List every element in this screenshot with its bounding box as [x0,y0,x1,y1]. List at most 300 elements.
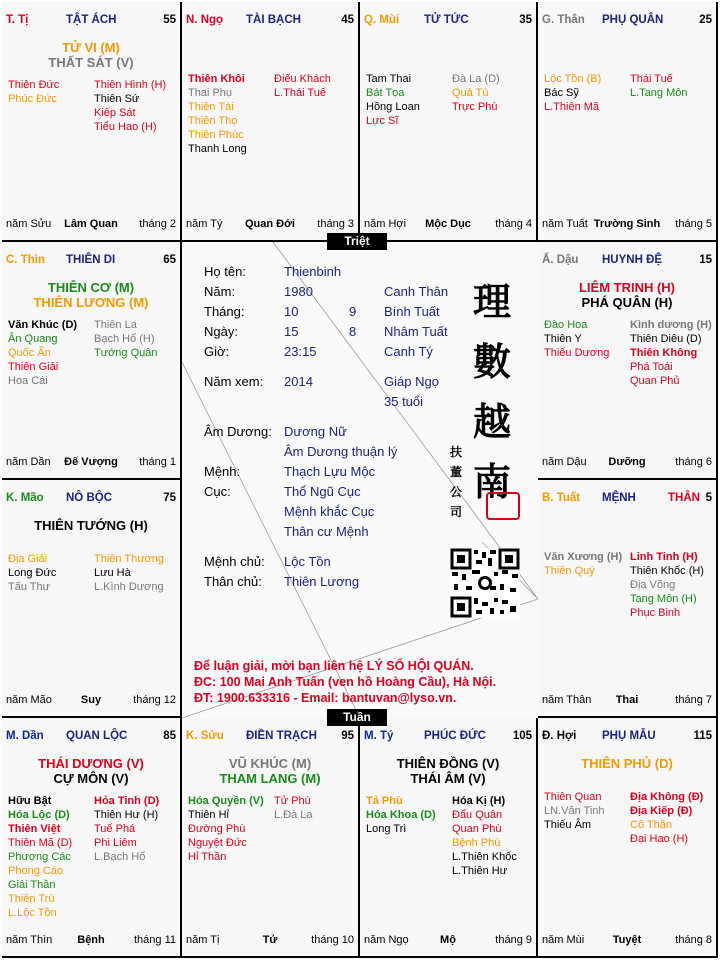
minor-star: Thai Phụ [188,87,233,99]
palace-name: TÀI BẠCH [246,14,301,26]
main-stars [2,40,180,70]
main-star: VŨ KHÚC (M) [228,756,312,771]
life-stage: Lâm Quan [64,218,118,230]
minor-star: Linh Tinh (H) [630,551,698,563]
palace-name: ĐIỀN TRẠCH [246,730,317,742]
palace-month: tháng 11 [133,934,176,946]
minor-star: Hồng Loan [366,101,420,113]
minor-star: Kiếp Sát [94,107,136,119]
palace-name: MỆNH [602,492,636,504]
minor-star: Bát Tọa [366,87,405,99]
calligraphy-logo [467,272,517,512]
left-stars [366,794,436,836]
palace-header [6,14,176,30]
day-value: 15 [284,324,299,339]
left-stars [8,552,56,594]
minor-star: Phượng Các [8,851,71,863]
palace-branch [6,730,44,742]
right-stars [630,790,703,846]
minor-star: Thiên Phúc [188,129,244,141]
day-label: Ngày: [204,324,238,339]
minor-star: Hóa Khoa (D) [366,809,436,821]
minor-star: Hóa Lộc (D) [8,809,70,821]
center-info-panel [182,242,538,718]
palace-footer [542,934,712,948]
minor-star: Lưu Hà [94,567,131,579]
palace-year: năm Thìn [6,934,53,946]
branch-stem: K. Sửu [186,730,224,742]
palace-month: tháng 5 [675,218,712,230]
life-stage: Mộ [440,934,456,946]
red-seal-icon [486,492,520,520]
palace-month: tháng 3 [317,218,354,230]
palace-header [542,492,712,508]
life-stage: Thai [615,694,639,706]
palace-year: năm Tý [186,218,223,230]
minor-star: L.Lộc Tồn [8,907,57,919]
day-canchi: Nhâm Tuất [384,324,448,339]
branch-stem: N. Ngọ [186,14,224,26]
than-marker: THÂN [668,492,700,504]
minor-star: Thiên La [94,319,137,331]
minor-star: Thiên Thọ [188,115,238,127]
palace-cell [2,480,182,718]
calligraphy-small [448,442,464,522]
main-star: THÁI DƯƠNG (V) [38,756,144,771]
minor-star: Thiên Thương [94,553,165,565]
palace-cell [182,2,360,242]
triet-tag: Triệt [327,233,387,250]
palace-month: tháng 6 [675,456,712,468]
minor-star: Thiên Việt [8,823,61,835]
palace-year: năm Tị [186,934,220,946]
minor-star: Quan Phủ [630,375,680,387]
life-stage: Mộc Dục [425,218,471,230]
minor-star: Hữu Bật [8,795,52,807]
palace-cell [360,2,538,242]
minor-star: Thiên Không [630,347,698,359]
minor-star: Thiên Y [544,333,582,345]
palace-month: tháng 9 [495,934,532,946]
right-stars [94,318,158,360]
palace-footer [186,934,354,948]
palace-header [542,14,712,30]
right-stars [274,794,313,822]
palace-cell [538,718,718,958]
minor-star: Thanh Long [188,143,247,155]
life-stage: Tuyệt [612,934,642,946]
branch-stem: K. Mão [6,492,44,504]
palace-cell [538,2,718,242]
minor-star: Thiên Giải [8,361,59,373]
minor-star: Đà La (D) [452,73,500,85]
palace-month: tháng 2 [139,218,176,230]
palace-year: năm Mão [6,694,52,706]
right-stars [630,72,687,100]
palace-header [186,730,354,746]
main-star: THIÊN LƯƠNG (M) [33,295,149,310]
month-label: Tháng: [204,304,245,319]
palace-branch [186,14,223,26]
calligraphy-char: 扶 [449,445,462,459]
minor-star: Thái Tuế [630,73,673,85]
calligraphy-char: 董 [449,465,462,479]
name-label: Họ tên: [204,264,246,279]
minor-star: Thiên Mã (D) [8,837,73,849]
right-stars [274,72,331,100]
palace-footer [6,218,176,232]
palace-age: 115 [693,730,712,742]
palace-cell [360,718,538,958]
than-chu-label: Thân chủ: [204,574,262,589]
palace-name: PHỤ QUÂN [602,14,664,26]
palace-branch [364,730,393,742]
left-stars [188,794,264,864]
minor-star: Hoa Cái [8,375,48,387]
right-stars [452,72,500,114]
calligraphy-char: 南 [472,459,511,504]
main-star: THẤT SÁT (V) [48,55,134,70]
branch-stem: G. Thân [542,14,585,26]
main-star: TỬ VI (M) [62,40,120,55]
palace-cell [538,480,718,718]
palace-footer [364,934,532,948]
contact-line-1: Để luận giải, mời bạn liên hệ LÝ SỐ HỘI QUÁN. [194,659,474,673]
palace-age: 55 [163,14,176,26]
minor-star: Cô Thần [630,819,672,831]
month-lunar: 9 [349,304,357,319]
month-value: 10 [284,304,299,319]
branch-stem: C. Thìn [6,254,45,266]
minor-star: Ân Quang [8,333,58,345]
minor-star: Tiểu Hao (H) [94,121,157,133]
life-stage: Quan Đới [245,218,295,230]
minor-star: Kình dương (H) [630,319,712,331]
minor-star: Tả Phù [366,795,403,807]
palace-name: QUAN LỘC [66,730,128,742]
am-duong-note: Âm Dương thuận lý [284,444,398,459]
left-stars [8,794,72,920]
palace-age: 75 [163,492,176,504]
palace-year: năm Thân [542,694,592,706]
name-value: Thienbinh [284,264,342,279]
view-year-canchi: Giáp Ngọ [384,374,439,389]
palace-name: NÔ BỘC [66,492,112,504]
minor-star: Tuế Phá [94,823,136,835]
calligraphy-char: 司 [449,505,462,519]
main-star: THIÊN TƯỚNG (H) [34,518,148,533]
minor-star: Thiếu Âm [544,819,592,831]
minor-star: LN.Văn Tinh [544,805,605,817]
menh-value: Thạch Lựu Mộc [284,464,376,479]
palace-footer [186,218,354,232]
minor-star: Thiên Hỉ [188,809,229,821]
main-stars [360,756,536,786]
calligraphy-char: 數 [472,339,511,384]
minor-star: Địa Giải [8,553,48,565]
life-stage: Suy [80,694,102,706]
minor-star: Phi Liêm [94,837,137,849]
menh-chu-value: Lộc Tồn [284,554,331,569]
month-canchi: Bính Tuất [384,304,440,319]
palace-footer [542,694,712,708]
left-stars [544,318,609,360]
palace-age: 15 [699,254,712,266]
hour-value: 23:15 [284,344,317,359]
left-stars [544,790,605,832]
palace-header [6,254,176,270]
right-stars [94,794,159,864]
minor-star: Bác Sỹ [544,87,579,99]
palace-name: TỬ TỨC [424,14,469,26]
life-stage: Bệnh [77,934,105,946]
calligraphy-char: 理 [472,279,511,324]
minor-star: Phục Binh [630,607,681,619]
branch-stem: M. Dần [6,730,44,742]
minor-star: Thiên Sứ [94,93,140,105]
palace-footer [542,218,712,232]
palace-header [186,14,354,30]
palace-year: năm Ngọ [364,934,409,946]
minor-star: Đại Hao (H) [630,833,689,845]
palace-age: 5 [705,492,712,504]
main-stars [2,518,180,533]
palace-cell [2,718,182,958]
minor-star: Thiên Quan [544,791,602,803]
palace-branch [542,730,576,742]
minor-star: Địa Kiếp (Đ) [630,805,693,817]
main-star: THIÊN PHỦ (D) [581,756,673,771]
right-stars [94,552,164,594]
branch-stem: M. Tý [364,730,394,742]
palace-name: HUYNH ĐỆ [602,254,663,266]
palace-header [542,730,712,746]
palace-header [364,14,532,30]
palace-cell [182,718,360,958]
palace-branch [6,254,45,266]
am-duong-label: Âm Dương: [204,424,272,439]
minor-star: L.Tang Môn [630,87,688,99]
branch-stem: Q. Mùi [364,14,400,26]
cuc-note-1: Mệnh khắc Cục [284,504,375,519]
minor-star: Quan Phù [452,823,502,835]
palace-age: 35 [519,14,532,26]
minor-star: Thiên Trù [8,893,55,905]
palace-branch [542,254,578,266]
minor-star: Thiên Hình (H) [94,79,167,91]
minor-star: L.Bạch Hổ [94,851,146,863]
minor-star: Tướng Quân [94,347,158,359]
minor-star: Lộc Tồn (B) [544,73,602,85]
main-stars [182,756,358,786]
palace-header [6,492,176,508]
minor-star: Văn Xương (H) [544,551,623,563]
main-stars [538,280,716,310]
minor-star: Thiên Khôi [188,73,245,85]
minor-star: Thiếu Dương [544,347,610,359]
life-stage: Tử [262,934,278,946]
calligraphy-char: 公 [449,485,462,499]
palace-year: năm Sửu [6,218,52,230]
palace-footer [6,934,176,948]
left-stars [8,318,77,388]
minor-star: Long Đức [8,567,57,579]
palace-cell [2,242,182,480]
minor-star: Tang Môn (H) [630,593,697,605]
life-stage: Đế Vượng [64,456,118,468]
palace-branch [6,492,44,504]
cuc-note-2: Thân cư Mệnh [284,524,369,539]
palace-month: tháng 7 [675,694,712,706]
minor-star: Phá Toái [630,361,673,373]
minor-star: Thiên Hư (H) [94,809,159,821]
menh-label: Mệnh: [204,464,241,479]
main-stars [2,280,180,310]
view-year-label: Năm xem: [204,374,264,389]
branch-stem: B. Tuất [542,492,581,504]
minor-star: Thiên Tài [188,101,234,113]
main-star: THAM LANG (M) [219,771,321,786]
minor-star: L.Thái Tuế [274,87,326,99]
palace-footer [364,218,532,232]
minor-star: Đường Phù [188,823,246,835]
minor-star: Hóa Kị (H) [452,795,506,807]
life-stage: Trường Sinh [593,218,661,230]
minor-star: Hóa Quyền (V) [188,795,264,807]
palace-month: tháng 8 [675,934,712,946]
day-lunar: 8 [349,324,357,339]
hour-label: Giờ: [204,344,230,359]
palace-header [364,730,532,746]
palace-branch [542,14,585,26]
minor-star: L.Thiên Khốc [452,851,517,863]
minor-star: Phúc Đức [8,93,57,105]
minor-star: Địa Võng [630,579,676,591]
main-star: PHÁ QUÂN (H) [581,295,673,310]
right-stars [452,794,517,878]
branch-stem: T. Tị [6,14,29,26]
palace-age: 25 [699,14,712,26]
palace-footer [6,456,176,470]
palace-month: tháng 4 [495,218,532,230]
year-value: 1980 [284,284,313,299]
left-stars [544,550,622,578]
main-star: THÁI ÂM (V) [410,771,486,786]
palace-cell [2,2,182,242]
minor-star: Đẩu Quân [452,809,503,821]
minor-star: Thiên Khốc (H) [630,565,704,577]
minor-star: Bạch Hổ (H) [94,333,155,345]
hour-canchi: Canh Tý [384,344,433,359]
minor-star: Tam Thai [366,73,412,85]
contact-phone-email[interactable]: ĐT: 1900.633316 - Email: bantuvan@lyso.vn. [194,691,457,705]
main-stars [538,756,716,771]
palace-footer [542,456,712,470]
year-canchi: Canh Thân [384,284,449,299]
minor-star: L.Thiên Mã [544,101,600,113]
minor-star: Long Trì [366,823,407,835]
palace-month: tháng 1 [139,456,176,468]
palace-footer [6,694,176,708]
year-label: Năm: [204,284,236,299]
minor-star: L.Kình Dương [94,581,164,593]
palace-cell [538,242,718,480]
minor-star: Phong Cáo [8,865,64,877]
palace-age: 105 [512,730,532,742]
left-stars [8,78,59,106]
branch-stem: Ấ. Dậu [542,254,579,266]
palace-year: năm Hợi [364,218,407,230]
palace-branch [542,492,580,504]
minor-star: L.Đà La [274,809,313,821]
palace-year: năm Tuất [542,218,588,230]
palace-branch [364,14,399,26]
palace-name: PHÚC ĐỨC [424,730,486,742]
qr-code-icon[interactable] [450,548,520,618]
main-star: THIÊN ĐỒNG (V) [396,756,500,771]
am-duong-value: Dương Nữ [284,424,347,439]
palace-header [6,730,176,746]
menh-chu-label: Mệnh chủ: [204,554,265,569]
minor-star: Tử Phù [274,795,311,807]
view-year-value: 2014 [284,374,313,389]
minor-star: Thiên Diêu (D) [630,333,702,345]
main-star: THIÊN CƠ (M) [47,280,135,295]
palace-age: 45 [341,14,354,26]
palace-name: PHỤ MẪU [602,730,656,742]
age-value: 35 tuổi [384,394,424,409]
minor-star: Đào Hoa [544,319,588,331]
palace-name: THIÊN DI [66,254,116,266]
minor-star: Thiên Đức [8,79,60,91]
palace-month: tháng 12 [133,694,176,706]
minor-star: Quốc Ấn [8,347,51,359]
cuc-value: Thổ Ngũ Cục [284,484,361,499]
main-star: CỰ MÔN (V) [53,771,129,786]
minor-star: Bệnh Phù [452,837,501,849]
main-star: LIÊM TRINH (H) [578,280,676,295]
minor-star: Hỏa Tinh (D) [94,795,160,807]
main-stars [2,756,180,786]
minor-star: Trực Phù [452,101,498,113]
branch-stem: Đ. Hợi [542,730,577,742]
tuan-tag: Tuần [327,709,387,726]
palace-header [542,254,712,270]
palace-name: TẬT ÁCH [66,14,117,26]
right-stars [630,318,712,388]
palace-age: 65 [163,254,176,266]
minor-star: Nguyệt Đức [188,837,247,849]
palace-age: 95 [341,730,354,742]
contact-address: ĐC: 100 Mai Anh Tuấn (ven hồ Hoàng Cầu), Hà Nội. [194,675,497,689]
minor-star: Giải Thần [8,879,56,891]
minor-star: Thiên Quý [544,565,595,577]
palace-branch [186,730,224,742]
minor-star: Địa Không (Đ) [630,791,704,803]
minor-star: L.Thiên Hư [452,865,508,877]
minor-star: Văn Khúc (D) [8,319,78,331]
left-stars [366,72,420,128]
palace-year: năm Dậu [542,456,587,468]
left-stars [188,72,247,156]
than-chu-value: Thiên Lương [284,574,360,589]
contact-block [194,658,496,706]
right-stars [94,78,166,134]
palace-year: năm Mùi [542,934,585,946]
right-stars [630,550,704,620]
minor-star: Lực Sĩ [366,115,399,127]
palace-age: 85 [163,730,176,742]
